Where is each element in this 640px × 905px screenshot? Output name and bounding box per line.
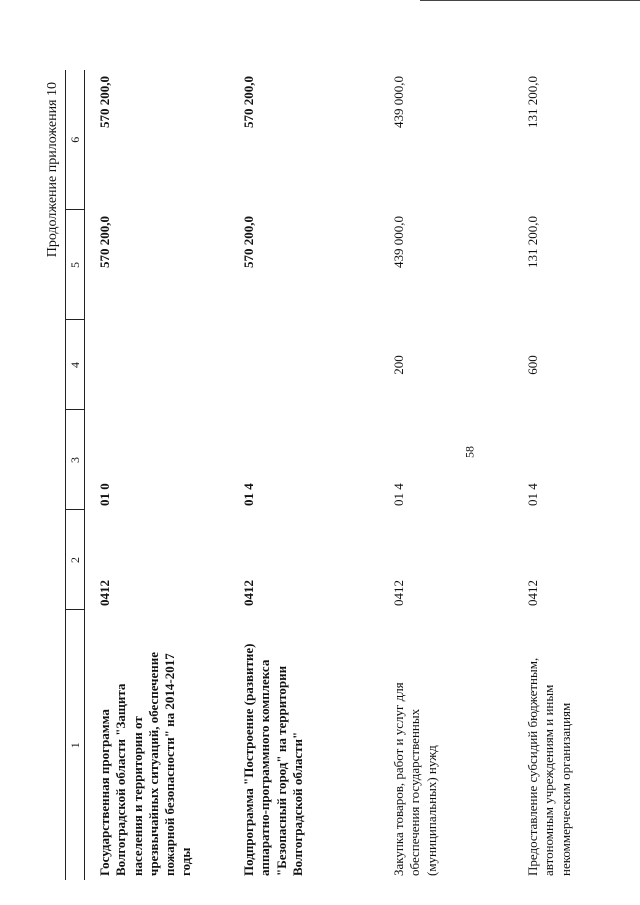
section-code: 0412 — [391, 580, 406, 606]
amount-col5: 570 200,0 — [97, 216, 112, 268]
amount-col5: 439 000,0 — [391, 216, 406, 268]
row-name: Государственная программа Волгоградской области "Защита населения и территории от чрезвычайных ситуаций, обеспечение пожарной безопасности" на 2014-2017 годы — [97, 651, 194, 876]
table-row — [227, 70, 377, 880]
expense-type-code — [85, 320, 228, 410]
rotated-page — [45, 70, 640, 880]
header-cell: 3 — [66, 410, 85, 510]
table-header-row — [66, 70, 85, 880]
header-cell: 6 — [66, 70, 85, 210]
header-cell: 4 — [66, 320, 85, 410]
table-row — [377, 70, 511, 880]
expense-type-code: 200 — [391, 355, 406, 375]
table-row — [85, 70, 228, 880]
expense-type-code: 600 — [525, 355, 540, 375]
amount-col6: 570 200,0 — [241, 76, 256, 128]
program-code: 01 4 — [525, 483, 540, 506]
row-name: Закупка товаров, работ и услуг для обеспечения государственных (муниципальных) нужд — [391, 682, 439, 876]
section-code: 0412 — [97, 580, 112, 606]
table-row — [511, 70, 640, 880]
amount-col5: 570 200,0 — [241, 216, 256, 268]
row-name: Предоставление субсидий бюджетным, автономным учреждениям и иным некоммерческим организациям — [525, 657, 573, 876]
amount-col6: 439 000,0 — [391, 76, 406, 128]
budget-table — [65, 70, 640, 880]
continuation-label: Продолжение приложения 10 — [45, 82, 60, 258]
header-cell: 5 — [66, 210, 85, 320]
program-code: 01 0 — [97, 483, 112, 506]
amount-col6: 131 200,0 — [525, 76, 540, 128]
header-cell: 1 — [66, 610, 85, 880]
page-number: 58 — [462, 446, 477, 458]
header-cell: 2 — [66, 510, 85, 610]
section-code: 0412 — [525, 580, 540, 606]
row-name: Подпрограмма "Построение (развитие) аппаратно-программного комплекса "Безопасный город" на территории Волгоградской области" — [241, 643, 305, 876]
amount-col5: 131 200,0 — [525, 216, 540, 268]
amount-col6: 570 200,0 — [97, 76, 112, 128]
program-code: 01 4 — [241, 483, 256, 506]
expense-type-code — [227, 320, 377, 410]
program-code: 01 4 — [391, 483, 406, 506]
top-border-line — [420, 0, 640, 1]
section-code: 0412 — [241, 580, 256, 606]
